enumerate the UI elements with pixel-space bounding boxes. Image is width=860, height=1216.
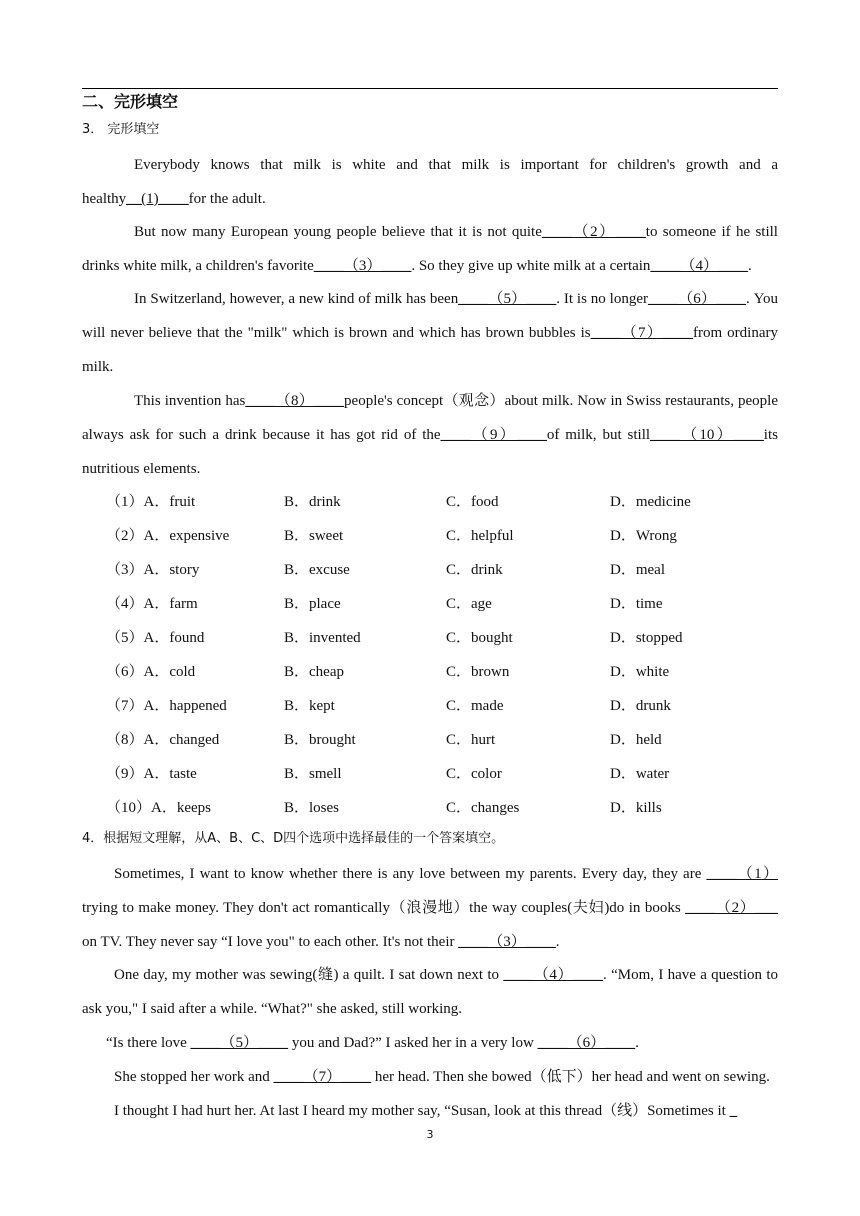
q3-options-9: （9）A．taste B．smell C．color D．water	[106, 766, 670, 782]
q3-paragraph-4: This invention has____（8）____people's concept（观念）about milk. Now in Swiss restaurants, people always ask for such a drink because it has got rid of the____（9）____of milk, but still____（10）____its nutritious elements.	[82, 393, 778, 477]
question-3-heading: 3． 完形填空	[82, 122, 160, 137]
q3-options-5: （5）A．found B．invented C．bought D．stopped	[106, 630, 683, 646]
q3-paragraph-3: In Switzerland, however, a new kind of milk has been____（5）____. It is no longer____（6）____. You will never believe that the "milk" which is brown and which has brown bubbles is____（7）____from ordinary milk.	[82, 291, 778, 375]
q3-options-4: （4）A．farm B．place C．age D．time	[106, 596, 663, 612]
q3-options-2: （2）A．expensive B．sweet C．helpful D．Wrong	[106, 528, 677, 544]
q4-paragraph-3: “Is there love ____（5）____ you and Dad?” I asked her in a very low ____（6）____.	[106, 1035, 639, 1051]
page-number: 3	[426, 1128, 434, 1141]
q3-options-6: （6）A．cold B．cheap C．brown D．white	[106, 664, 670, 680]
question-4-heading: 4．根据短文理解，从A、B、C、D四个选项中选择最佳的一个答案填空。	[82, 831, 505, 846]
q4-paragraph-5: I thought I had hurt her. At last I heard my mother say, “Susan, look at this thread（线）Sometimes it _	[114, 1103, 738, 1119]
q4-paragraph-1: Sometimes, I want to know whether there is any love between my parents. Every day, they are ____（1） trying to make money. They don't act romantically（浪漫地）the way couples(夫妇)do in books ____（2）___ on TV. They never say “I love you" to each other. It's not their ____（3）____.	[82, 866, 778, 950]
section-title: 二、完形填空	[82, 92, 179, 111]
q3-options-3: （3）A．story B．excuse C．drink D．meal	[106, 562, 665, 578]
q3-options-8: （8）A．changed B．brought C．hurt D．held	[106, 732, 662, 748]
header-rule	[82, 88, 778, 89]
q3-paragraph-1: Everybody knows that milk is white and that milk is important for children's growth and a healthy__(1)____for the adult.	[82, 157, 778, 207]
q3-paragraph-2: But now many European young people believe that it is not quite____（2）____to someone if he still drinks white milk, a children's favorite____（3）____. So they give up white milk at a certain____（4）____.	[82, 224, 778, 274]
q4-paragraph-2: One day, my mother was sewing(缝) a quilt. I sat down next to ____（4）____. “Mom, I have a question to ask you," I said after a while. “What?" she asked, still working.	[82, 967, 778, 1017]
q3-options-1: （1）A．fruit B．drink C．food D．medicine	[106, 494, 691, 510]
q4-paragraph-4: She stopped her work and ____（7）____ her head. Then she bowed（低下）her head and went on sewing.	[114, 1069, 770, 1085]
q3-options-10: （10）A．keeps B．loses C．changes D．kills	[106, 800, 662, 816]
q3-options-7: （7）A．happened B．kept C．made D．drunk	[106, 698, 671, 714]
